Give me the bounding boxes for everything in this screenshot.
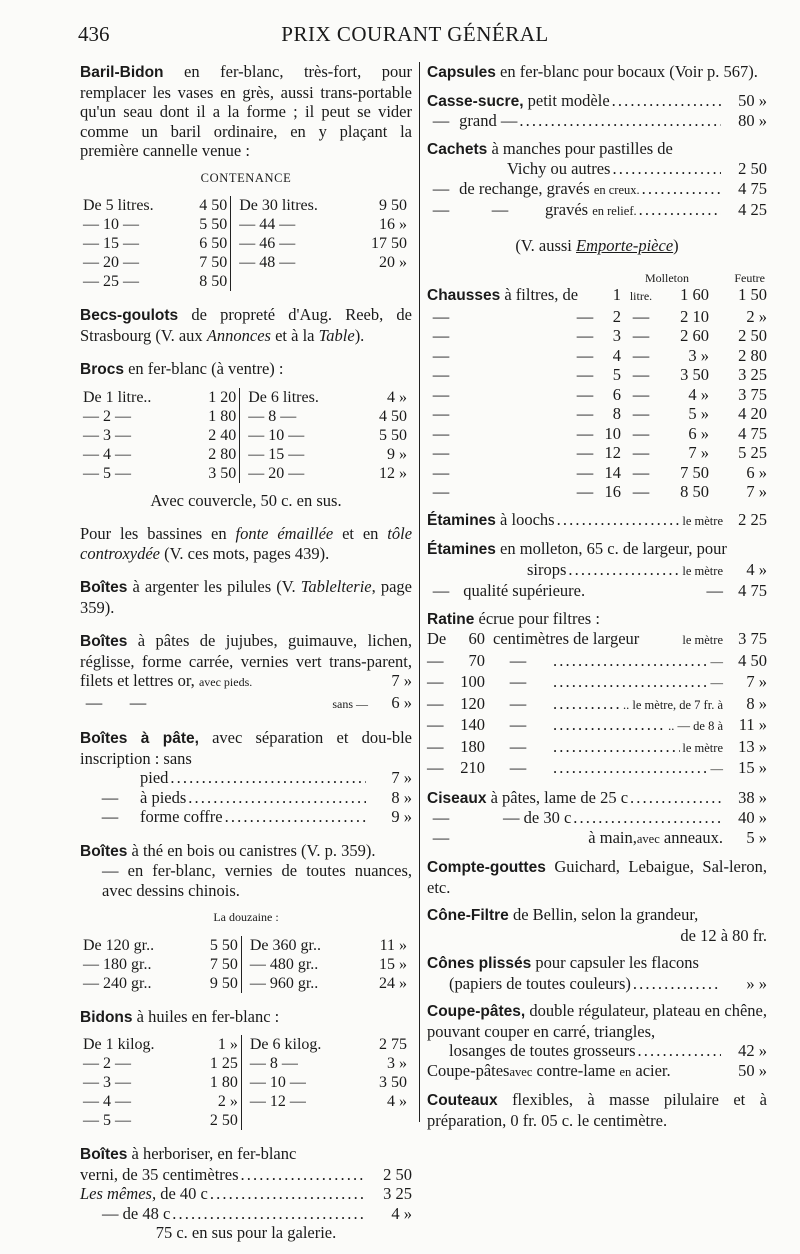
- item-label: forme coffre: [140, 807, 223, 826]
- cell-size: 2: [612, 306, 621, 326]
- page-title: PRIX COURANT GÉNÉRAL: [281, 22, 549, 46]
- entry-baril-bidon: Baril-Bidon en fer-blanc, très-fort, pour remplacer les vases en grès, aussi trans-portable qu'un seau dont il a la forme ; il peut se vider comme un baril ordinaire, en y plaçant la première cannelle venue :: [80, 62, 412, 160]
- cell-feutre: 1 50: [738, 285, 767, 304]
- table-row: [427, 715, 767, 737]
- cell-text: —: [509, 693, 527, 713]
- dash-mark: —: [432, 462, 450, 482]
- table-row: [80, 1054, 410, 1073]
- entry-boites-herboriser: Boîtes à herboriser, en fer-blanc: [80, 1144, 297, 1163]
- right-column: [427, 62, 767, 1130]
- cell-text: —: [509, 672, 527, 691]
- cell-price: 13 »: [738, 736, 767, 756]
- cell-text: centimètres de largeur: [493, 629, 640, 648]
- cell-price: 2 40: [208, 426, 237, 444]
- dash-mark: —: [432, 365, 450, 384]
- cell-size: De 30 litres.: [231, 196, 353, 215]
- cell-width: 180: [460, 736, 485, 756]
- cell-size: — 960 gr..: [241, 974, 360, 993]
- dash-mark: —: [576, 482, 594, 501]
- cell-molleton: 7 50: [680, 462, 709, 482]
- cell-unit: —: [710, 654, 723, 669]
- cell-size: — 8 —: [240, 407, 360, 426]
- cell-size: — 20 —: [83, 254, 139, 271]
- cell-size: [231, 272, 353, 291]
- cell-prefix: —: [427, 693, 444, 713]
- cell-price: 24 »: [379, 974, 407, 992]
- table-row: [80, 234, 410, 253]
- cell-size: De 360 gr..: [241, 936, 360, 955]
- brocs-price-table: [80, 388, 410, 483]
- list-item: [80, 788, 412, 808]
- cell-size: — 180 gr..: [83, 955, 152, 973]
- cell-text: —: [509, 715, 527, 734]
- entry-brocs: Brocs en fer-blanc (à ventre) :: [80, 359, 284, 378]
- ciseaux-30: — — de 30 c . . . 40 »: [427, 808, 767, 828]
- cell-size: — 48 —: [231, 253, 353, 272]
- cell-size: — 2 —: [83, 407, 131, 425]
- cell-price: 8 »: [746, 693, 767, 713]
- cell-unit: —: [632, 404, 650, 423]
- cell-size: 10: [604, 423, 621, 443]
- cell-size: — 15 —: [83, 235, 139, 252]
- table-row: [80, 1035, 410, 1054]
- table-row: [80, 196, 410, 215]
- cell-width: 100: [460, 672, 485, 691]
- dash-mark: —: [576, 404, 594, 423]
- cell-feutre: 2 80: [738, 345, 767, 365]
- etamines-sirops: sirops . . . le mètre 4 »: [427, 560, 767, 582]
- cell-unit: —: [632, 326, 650, 345]
- entry-compte-gouttes: Compte-gouttes Guichard, Lebaigue, Sal-leron, etc.: [427, 857, 767, 897]
- chausses-column-headers: Molleton Feutre: [645, 271, 765, 285]
- table-row: [427, 404, 767, 424]
- cell-price: 4 50: [738, 650, 767, 670]
- cell-unit: —: [632, 482, 650, 501]
- item-price: 7 »: [391, 768, 412, 787]
- chausses-price-table: [427, 285, 767, 502]
- cell-molleton: 2 10: [680, 306, 709, 326]
- cell-unit: —: [710, 676, 723, 690]
- cone-filtre-price: de 12 à 80 fr.: [680, 925, 767, 945]
- cell-price: 5 50: [199, 216, 228, 233]
- entry-cone-filtre: Cône-Filtre de Bellin, selon la grandeur,: [427, 905, 699, 924]
- table-row: [80, 445, 410, 464]
- cell-size: — 5 —: [83, 464, 131, 482]
- table-row: [427, 285, 767, 307]
- cell-text: —: [509, 758, 527, 777]
- cell-price: 7 50: [199, 254, 228, 271]
- cell-size: — 10 —: [240, 426, 360, 445]
- cell-size: De 6 kilog.: [241, 1035, 361, 1054]
- cell-size: — 4 —: [83, 1093, 131, 1110]
- cell-size: 6: [612, 384, 621, 404]
- herboriser-48-line: — de 48 c . . . 4 »: [80, 1204, 412, 1224]
- cell-molleton: 5 »: [688, 404, 709, 423]
- cell-price: 1 25: [209, 1055, 238, 1072]
- cell-size: 4: [612, 345, 621, 365]
- table-row: [80, 464, 410, 483]
- table-row: [80, 253, 410, 272]
- cell-prefix: —: [427, 715, 444, 734]
- cell-prefix: —: [427, 758, 444, 777]
- cell-feutre: 6 »: [746, 462, 767, 482]
- cell-size: De 120 gr..: [83, 936, 155, 954]
- cell-size: — 480 gr..: [241, 955, 360, 974]
- casse-sucre-grand: — grand — . . . 80 »: [427, 111, 767, 131]
- table-row: [80, 388, 410, 407]
- cell-size: — 20 —: [240, 464, 360, 483]
- item-price: 8 »: [391, 787, 412, 807]
- cell-unit: —: [632, 345, 650, 365]
- cell-unit: —: [710, 762, 723, 776]
- cell-width: 60: [468, 629, 485, 648]
- cell-size: — 3 —: [83, 426, 131, 444]
- coupe-pates-losanges: losanges de toutes grosseurs . . . 42 »: [427, 1041, 767, 1061]
- cell-molleton: 3 »: [688, 345, 709, 365]
- list-item: [80, 807, 412, 827]
- dash-mark: —: [576, 423, 594, 443]
- dash-mark: —: [576, 443, 594, 462]
- entry-couteaux: Couteaux flexibles, à masse pilulaire et à préparation, 0 fr. 05 c. le centimètre.: [427, 1090, 767, 1130]
- entry-ciseaux-25: Ciseaux à pâtes, lame de 25 c . . . 38 »: [427, 788, 767, 809]
- chausses-term: Chausses: [427, 287, 501, 304]
- table-row: [80, 936, 410, 955]
- table-row: [427, 694, 767, 716]
- table-row: [427, 346, 767, 366]
- cell-price: [361, 1111, 410, 1130]
- cell-unit: le mètre: [682, 740, 723, 755]
- dash-mark: —: [101, 807, 119, 826]
- cell-feutre: 5 25: [738, 443, 767, 462]
- cell-size: 8: [612, 404, 621, 423]
- cell-price: 3 50: [208, 464, 237, 482]
- ciseaux-main: — à main,avec anneaux. 5 »: [432, 827, 767, 847]
- cell-feutre: 2 »: [746, 306, 767, 326]
- cell-feutre: 3 75: [738, 384, 767, 404]
- dash-mark: —: [432, 326, 450, 345]
- list-item: [80, 768, 412, 788]
- cell-unit: —: [632, 306, 650, 326]
- dash-mark: —: [576, 326, 594, 345]
- cell-size: — 4 —: [83, 445, 131, 463]
- ratine-price-table: [427, 629, 767, 780]
- entry-bidons: Bidons à huiles en fer-blanc :: [80, 1006, 280, 1026]
- page-header: [78, 14, 752, 48]
- cell-size: — 240 gr..: [83, 974, 152, 992]
- cell-size: — 8 —: [241, 1054, 361, 1073]
- table-row: [427, 307, 767, 327]
- cachets-relief: — — gravés en relief. . . . 4 25: [427, 200, 767, 222]
- cell-molleton: 6 »: [688, 423, 709, 443]
- cell-unit: le mètre: [682, 633, 723, 647]
- cell-unit: —: [632, 443, 650, 462]
- douzaine-heading: La douzaine :: [213, 910, 279, 924]
- cones-papiers: (papiers de toutes couleurs) . . . » »: [427, 974, 767, 994]
- cell-size: 1: [612, 285, 621, 304]
- brocs-note: Avec couvercle, 50 c. en sus.: [150, 490, 342, 510]
- dash-mark: —: [576, 306, 594, 326]
- cell-unit: —: [632, 462, 650, 482]
- dash-mark: —: [432, 384, 450, 404]
- cell-price: 2 75: [379, 1036, 407, 1053]
- table-row: [427, 463, 767, 483]
- cell-unit: —: [632, 384, 650, 404]
- table-row: [427, 385, 767, 405]
- cell-size: De 1 litre..: [83, 388, 152, 406]
- cell-size: 12: [604, 443, 621, 462]
- table-row: [80, 407, 410, 426]
- cell-unit: .. — de 8 à: [668, 719, 723, 733]
- cell-size: — 3 —: [83, 1074, 131, 1091]
- cell-size: 14: [604, 462, 621, 482]
- cell-price: 3 50: [379, 1074, 407, 1091]
- cell-price: 4 50: [379, 407, 407, 425]
- bidons-price-table: [80, 1035, 410, 1130]
- cell-price: 4 »: [387, 388, 407, 406]
- cell-molleton: 1 60: [680, 285, 709, 304]
- contenance-heading: CONTENANCE: [200, 170, 292, 185]
- cell-price: 2 50: [209, 1112, 238, 1129]
- table-row: [80, 426, 410, 445]
- cell-size: De 6 litres.: [240, 388, 360, 407]
- dash-mark: —: [432, 345, 450, 365]
- cell-price: 5 50: [209, 936, 238, 954]
- herboriser-40-line: Les mêmes, de 40 c . . . 3 25: [80, 1184, 412, 1204]
- cell-feutre: 4 20: [738, 404, 767, 423]
- cell-price: 3 75: [738, 629, 767, 648]
- dash-mark: —: [432, 306, 450, 326]
- cell-price: 20 »: [379, 254, 407, 271]
- cell-price: [353, 272, 410, 291]
- casse-sucre-petit: Casse-sucre, petit modèle . . . 50 »: [427, 91, 767, 112]
- item-label: pied: [140, 768, 169, 787]
- entry-boites-jujubes: Boîtes à pâtes de jujubes, guimauve, lichen, réglisse, forme carrée, vernies vert trans-parent, filets et lettres or, avec pieds. 7 »: [80, 631, 413, 690]
- entry-boites-pate: Boîtes à pâte, avec séparation et dou-ble inscription : sans: [80, 728, 412, 768]
- cell-feutre: 4 75: [738, 423, 767, 443]
- table-row: [427, 758, 767, 780]
- cell-width: 140: [460, 715, 485, 734]
- cell-unit: litre.: [629, 289, 653, 303]
- table-row: [427, 482, 767, 502]
- dash-mark: —: [576, 462, 594, 482]
- table-row: [80, 215, 410, 234]
- cell-size: De 5 litres.: [83, 197, 154, 214]
- table-row: [80, 1092, 410, 1111]
- entry-ratine: Ratine écrue pour filtres :: [427, 608, 600, 628]
- cell-price: 15 »: [379, 955, 407, 973]
- entry-boites-the: Boîtes à thé en bois ou canistres (V. p. 359).: [80, 840, 376, 860]
- cell-price: 3 »: [387, 1055, 407, 1072]
- dash-mark: —: [432, 482, 450, 501]
- table-row: [427, 672, 767, 694]
- table-row: [80, 272, 410, 291]
- cell-molleton: 7 »: [688, 443, 709, 462]
- cell-unit: —: [632, 423, 650, 443]
- cell-feutre: 7 »: [746, 482, 767, 501]
- item-price: 9 »: [391, 807, 412, 826]
- cell-price: 11 »: [738, 715, 767, 734]
- cell-width: 120: [460, 693, 485, 713]
- cell-size: 5: [612, 365, 621, 384]
- table-row: [80, 955, 410, 974]
- cell-price: 5 50: [379, 426, 407, 444]
- cell-size: 3: [612, 326, 621, 345]
- cell-text: —: [509, 736, 527, 756]
- cell-molleton: 4 »: [688, 384, 709, 404]
- cell-size: — 10 —: [241, 1073, 361, 1092]
- cell-price: 1 »: [217, 1036, 238, 1053]
- cell-size: — 2 —: [83, 1055, 131, 1072]
- cell-price: 11 »: [379, 936, 407, 954]
- table-row: [427, 365, 767, 385]
- cell-text: —: [509, 650, 527, 670]
- cell-price: 9 »: [387, 445, 407, 463]
- entry-cachets: Cachets à manches pour pastilles de: [427, 138, 673, 158]
- dash-mark: —: [576, 345, 594, 365]
- the-price-table: [80, 936, 410, 993]
- cell-price: 1 80: [209, 1074, 238, 1091]
- cell-price: 1 80: [208, 407, 237, 425]
- cell-price: 16 »: [379, 216, 407, 233]
- note-bassines: Pour les bassines en fonte émaillée et en tôle controxydée (V. ces mots, pages 439).: [80, 524, 413, 563]
- cell-price: 1 20: [208, 388, 237, 406]
- entry-etamines-loochs: Étamines à loochs . . . le mètre 2 25: [427, 510, 767, 532]
- dash-mark: —: [576, 365, 594, 384]
- cell-prefix: —: [427, 672, 444, 691]
- cell-size: — 44 —: [231, 215, 353, 234]
- cell-molleton: 3 50: [680, 365, 709, 384]
- cell-unit: .. le mètre, de 7 fr. à: [623, 697, 723, 712]
- cell-price: 2 80: [208, 445, 237, 463]
- jujubes-sans-pieds-line: — — sans — 6 »: [85, 692, 412, 712]
- entry-capsules: Capsules en fer-blanc pour bocaux (Voir p. 567).: [427, 62, 758, 81]
- cell-size: — 25 —: [83, 273, 139, 290]
- cell-size: [241, 1111, 361, 1130]
- table-row: [427, 629, 767, 651]
- table-row: [427, 424, 767, 444]
- cell-price: 7 50: [209, 955, 238, 973]
- item-label: à pieds: [140, 787, 187, 807]
- entry-becs-goulots: Becs-goulots de propreté d'Aug. Reeb, de Strasbourg (V. aux Annonces et à la Table).: [80, 305, 412, 345]
- cell-width: 210: [460, 758, 485, 777]
- table-row: [427, 326, 767, 346]
- cachets-vichy: Vichy ou autres . . . 2 50: [427, 159, 767, 179]
- see-emporte-piece: (V. aussi Emporte-pièce): [515, 235, 679, 255]
- column-divider: [419, 62, 420, 1122]
- table-row: [80, 1111, 410, 1130]
- cachets-creux: — de rechange, gravés en creux. . . . 4 75: [427, 179, 767, 201]
- cell-size: — 5 —: [83, 1112, 131, 1129]
- cell-size: — 12 —: [241, 1092, 361, 1111]
- cell-feutre: 3 25: [738, 365, 767, 384]
- table-row: [80, 1073, 410, 1092]
- page-number: 436: [78, 22, 110, 46]
- cell-width: 70: [468, 650, 485, 670]
- cell-size: — 15 —: [240, 445, 360, 464]
- entry-cones-plisses: Cônes plissés pour capsuler les flacons: [427, 953, 699, 972]
- cell-prefix: —: [427, 736, 444, 756]
- table-row: [80, 974, 410, 993]
- cell-feutre: 2 50: [738, 326, 767, 345]
- baril-price-table: [80, 196, 410, 291]
- dash-mark: —: [432, 423, 450, 443]
- cell-price: 15 »: [738, 758, 767, 777]
- entry-boites-argenter: Boîtes à argenter les pilules (V. Tablelterie, page 359).: [80, 577, 412, 617]
- cell-size: — 46 —: [231, 234, 353, 253]
- herboriser-35-line: verni, de 35 centimètres . . . 2 50: [80, 1165, 412, 1185]
- dash-mark: —: [576, 384, 594, 404]
- dash-mark: —: [432, 443, 450, 462]
- cell-unit: —: [632, 365, 650, 384]
- cell-price: 9 50: [209, 974, 238, 992]
- pate-price-list: [80, 768, 412, 827]
- cell-price: 2 »: [217, 1093, 238, 1110]
- cell-price: 4 50: [199, 197, 228, 214]
- table-row: [427, 651, 767, 673]
- coupe-pates-contre-lame: Coupe-pâtes avec contre-lame en acier. 50 »: [427, 1060, 767, 1080]
- cell-size: — 10 —: [83, 216, 139, 233]
- cell-price: 17 50: [371, 235, 407, 252]
- cell-price: 9 50: [379, 197, 407, 214]
- cell-price: 8 50: [199, 273, 228, 290]
- cell-price: 6 50: [199, 235, 228, 252]
- cell-price: 12 »: [379, 464, 407, 482]
- cell-size: De 1 kilog.: [83, 1036, 155, 1053]
- chausses-text: à filtres, de: [504, 285, 579, 304]
- cell-price: 7 »: [746, 672, 767, 691]
- left-column: [80, 62, 412, 1243]
- cell-molleton: 2 60: [680, 326, 709, 345]
- entry-coupe-pates: Coupe-pâtes, double régulateur, plateau en chêne, pouvant couper en carré, triangles,: [427, 1001, 768, 1041]
- dash-mark: —: [101, 787, 119, 807]
- cell-price: 4 »: [387, 1093, 407, 1110]
- boites-the-fer-blanc: — en fer-blanc, vernies de toutes nuances, avec dessins chinois.: [102, 861, 412, 900]
- etamines-superieure: — qualité supérieure. — 4 75: [432, 581, 767, 600]
- herboriser-note: 75 c. en sus pour la galerie.: [155, 1223, 337, 1242]
- cell-size: 16: [604, 482, 621, 501]
- cell-prefix: De: [427, 629, 447, 648]
- cell-prefix: —: [427, 650, 444, 670]
- table-row: [427, 737, 767, 759]
- dash-mark: —: [432, 404, 450, 423]
- entry-etamines-molleton: Étamines en molleton, 65 c. de largeur, pour: [427, 539, 727, 558]
- table-row: [427, 443, 767, 463]
- cell-molleton: 8 50: [680, 482, 709, 501]
